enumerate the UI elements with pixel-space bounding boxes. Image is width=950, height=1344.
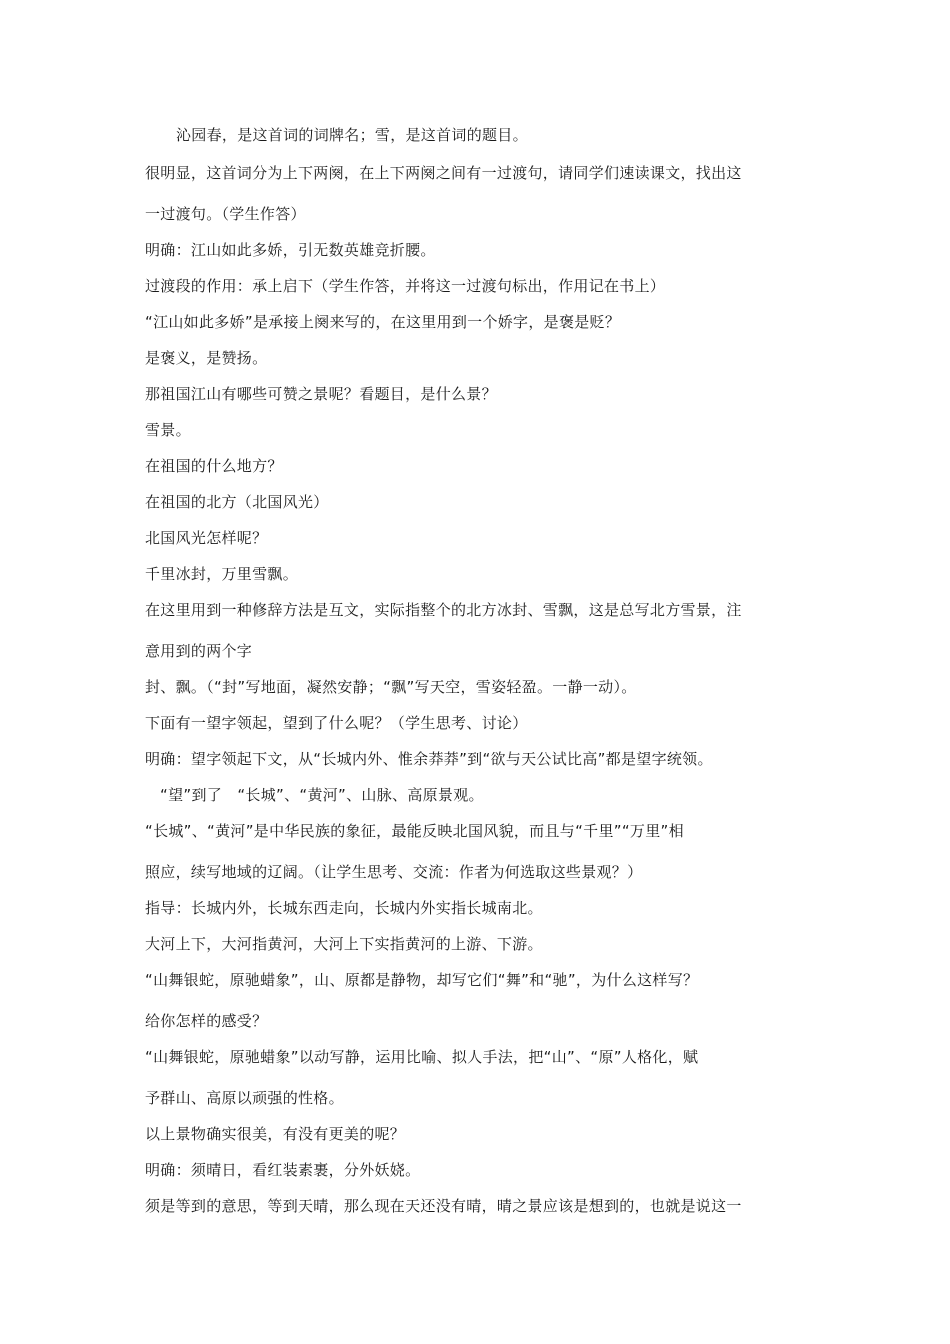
text-line: 照应，续写地域的辽阔。（让学生思考、交流：作者为何选取这些景观？） <box>145 863 643 881</box>
text-line: 予群山、高原以顽强的性格。 <box>145 1089 344 1107</box>
text-line: “长城”、“黄河”是中华民族的象征，最能反映北国风貌，而且与“千里”“万里”相 <box>145 822 684 840</box>
text-line: 须是等到的意思，等到天晴，那么现在天还没有晴，晴之景应该是想到的，也就是说这一 <box>145 1197 742 1215</box>
text-line: “山舞银蛇，原驰蜡象”，山、原都是静物，却写它们“舞”和“驰”，为什么这样写？ <box>145 971 699 989</box>
text-line: 明确：须晴日，看红装素裹，分外妖娆。 <box>145 1161 421 1179</box>
text-line: 明确：江山如此多娇，引无数英雄竞折腰。 <box>145 241 436 259</box>
text-line: 在这里用到一种修辞方法是互文，实际指整个的北方冰封、雪飘，这是总写北方雪景，注 <box>145 601 742 619</box>
text-line: 北国风光怎样呢？ <box>145 529 268 547</box>
text-line: “望”到了 “长城”、“黄河”、山脉、高原景观。 <box>160 786 484 804</box>
text-line: “江山如此多娇”是承接上阕来写的，在这里用到一个娇字，是褒是贬？ <box>145 313 621 331</box>
text-line: 指导：长城内外，长城东西走向，长城内外实指长城南北。 <box>145 899 543 917</box>
text-line: 很明显，这首词分为上下两阕，在上下两阕之间有一过渡句，请同学们速读课文，找出这 <box>145 164 742 182</box>
text-line: 在祖国的北方（北国风光） <box>145 493 329 511</box>
text-line: 过渡段的作用：承上启下（学生作答，并将这一过渡句标出，作用记在书上） <box>145 277 666 295</box>
text-line: 在祖国的什么地方？ <box>145 457 283 475</box>
text-line: “山舞银蛇，原驰蜡象”以动写静，运用比喻、拟人手法，把“山”、“原”人格化，赋 <box>145 1048 699 1066</box>
text-line: 雪景。 <box>145 421 191 439</box>
text-line: 给你怎样的感受？ <box>145 1012 268 1030</box>
text-line: 下面有一望字领起，望到了什么呢？（学生思考、讨论） <box>145 714 528 732</box>
text-line: 明确：望字领起下文，从“长城内外、惟余莽莽”到“欲与天公试比高”都是望字统领。 <box>145 750 713 768</box>
text-line: 那祖国江山有哪些可赞之景呢？看题目，是什么景？ <box>145 385 497 403</box>
text-line: 封、飘。（“封”写地面，凝然安静；“飘”写天空，雪姿轻盈。一静一动）。 <box>145 678 637 696</box>
text-line: 意用到的两个字 <box>145 642 253 660</box>
text-line: 沁园春，是这首词的词牌名；雪，是这首词的题目。 <box>176 126 528 144</box>
text-line: 以上景物确实很美，有没有更美的呢？ <box>145 1125 406 1143</box>
text-line: 是褒义，是赞扬。 <box>145 349 268 367</box>
text-line: 千里冰封，万里雪飘。 <box>145 565 299 583</box>
text-line: 一过渡句。（学生作答） <box>145 205 306 223</box>
text-line: 大河上下，大河指黄河，大河上下实指黄河的上游、下游。 <box>145 935 543 953</box>
